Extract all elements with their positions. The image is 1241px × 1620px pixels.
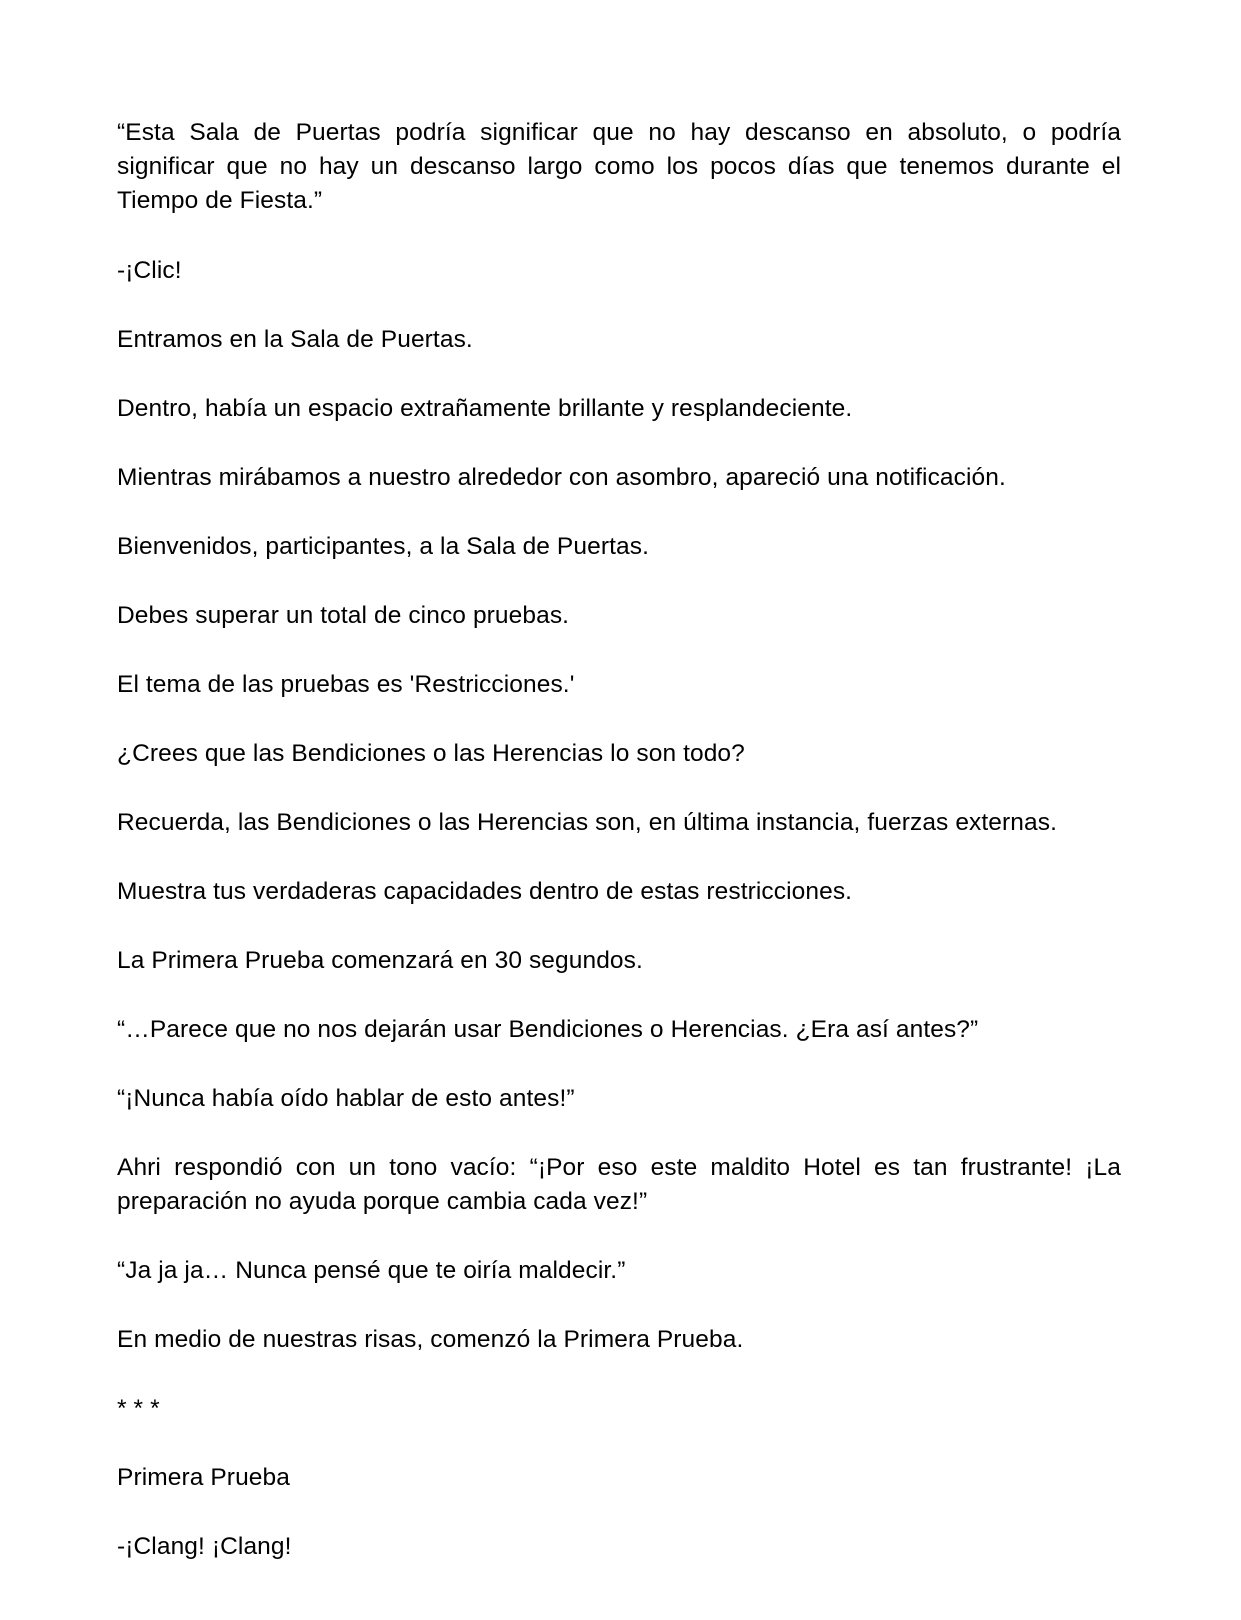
- paragraph-12: La Primera Prueba comenzará en 30 segundos.: [117, 947, 643, 974]
- paragraph-3: Entramos en la Sala de Puertas.: [117, 326, 473, 353]
- paragraph-4: Dentro, había un espacio extrañamente brillante y resplandeciente.: [117, 395, 853, 422]
- scene-break: * * *: [117, 1395, 160, 1422]
- paragraph-5: Mientras mirábamos a nuestro alrededor con asombro, apareció una notificación.: [117, 464, 1006, 491]
- paragraph-11: Muestra tus verdaderas capacidades dentro de estas restricciones.: [117, 878, 853, 905]
- paragraph-10: Recuerda, las Bendiciones o las Herencias son, en última instancia, fuerzas externas.: [117, 809, 1057, 836]
- paragraph-16: “Ja ja ja… Nunca pensé que te oiría maldecir.”: [117, 1257, 626, 1284]
- paragraph-9: ¿Crees que las Bendiciones o las Herencias lo son todo?: [117, 740, 745, 767]
- paragraph-2: -¡Clic!: [117, 257, 182, 284]
- paragraph-1: “Esta Sala de Puertas podría significar que no hay descanso en absoluto, o podría significar que no hay un descanso largo como los pocos días que tenemos durante el Tiempo de Fiesta.”: [117, 119, 1121, 214]
- paragraph-7: Debes superar un total de cinco pruebas.: [117, 602, 570, 629]
- paragraph-8: El tema de las pruebas es 'Restricciones.': [117, 671, 575, 698]
- paragraph-13: “…Parece que no nos dejarán usar Bendiciones o Herencias. ¿Era así antes?”: [117, 1016, 979, 1043]
- paragraph-14: “¡Nunca había oído hablar de esto antes!”: [117, 1085, 575, 1112]
- paragraph-15: Ahri respondió con un tono vacío: “¡Por eso este maldito Hotel es tan frustrante! ¡La preparación no ayuda porque cambia cada vez!”: [117, 1154, 1121, 1215]
- paragraph-18: -¡Clang! ¡Clang!: [117, 1533, 292, 1560]
- paragraph-6: Bienvenidos, participantes, a la Sala de Puertas.: [117, 533, 649, 560]
- section-heading: Primera Prueba: [117, 1464, 290, 1491]
- paragraph-17: En medio de nuestras risas, comenzó la Primera Prueba.: [117, 1326, 744, 1353]
